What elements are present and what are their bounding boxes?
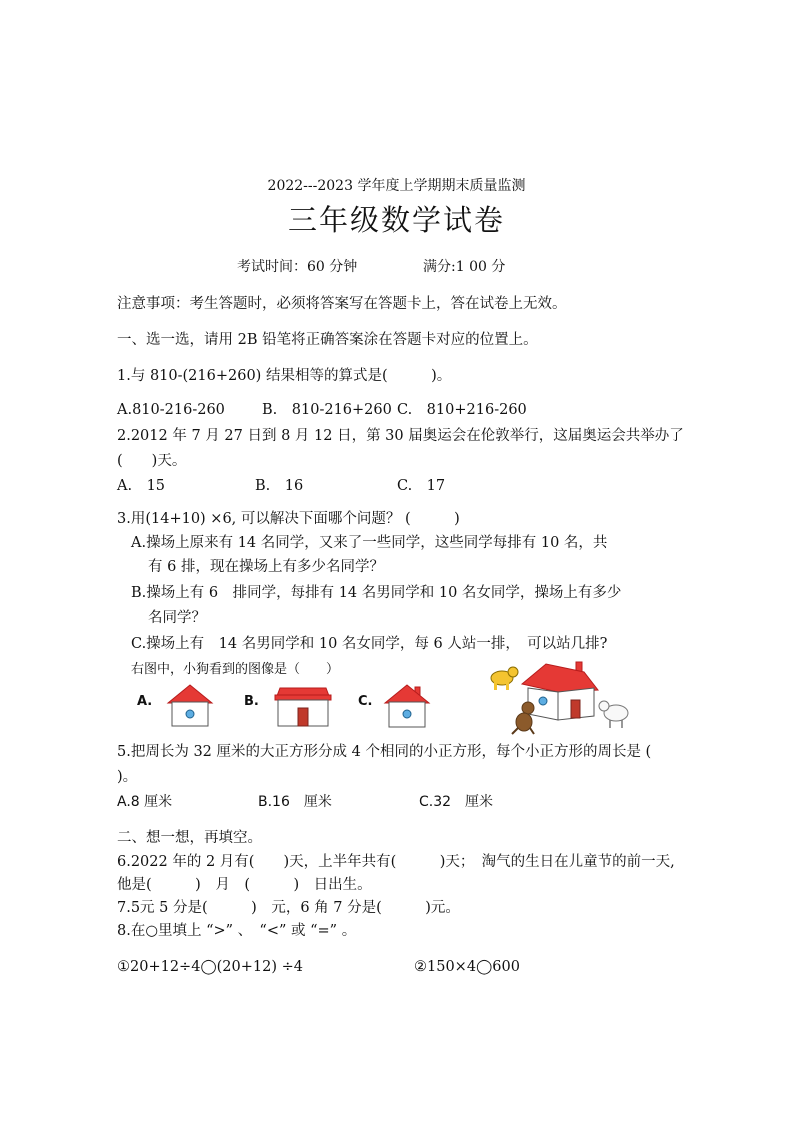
- full-score: 满分:1 00 分: [423, 259, 506, 275]
- exam-time: 考试时间：60 分钟: [237, 259, 358, 275]
- section-1-heading: 一、选一选，请用 2B 铅笔将正确答案涂在答题卡对应的位置上。: [117, 332, 538, 348]
- q4-label-c: C.: [358, 694, 373, 709]
- q8-item-2: ②150×4◯600: [414, 959, 520, 975]
- q8-item-1: ①20+12÷4◯(20+12) ÷4: [117, 959, 304, 975]
- q5-stem-line-2: )。: [117, 769, 138, 785]
- q2-option-a: A. 15: [117, 478, 166, 494]
- q5-option-a: A.8 厘米: [117, 794, 173, 810]
- q5-option-c: C.32 厘米: [419, 794, 494, 810]
- q3-stem: 3.用(14+10) ×6, 可以解决下面哪个问题？ ( ): [117, 511, 460, 527]
- q2-stem-line-1: 2.2012 年 7 月 27 日到 8 月 12 日，第 30 届奥运会在伦敦举行，这届奥运会共举办了: [117, 428, 684, 444]
- q3-option-a-line-2: 有 6 排，现在操场上有多少名同学？: [148, 559, 384, 575]
- q8-stem: 8.在○里填上 “>” 、 “<” 或 “=” 。: [117, 923, 357, 939]
- q4-label-b: B.: [244, 694, 259, 709]
- section-2-heading: 二、想一想，再填空。: [117, 830, 262, 846]
- q3-option-a-line-1: A.操场上原来有 14 名同学，又来了一些同学，这些同学每排有 10 名，共: [131, 535, 608, 551]
- q4-stem: 右图中，小狗看到的图像是（ ）: [131, 662, 340, 677]
- notice: 注意事项：考生答题时，必须将答案写在答题卡上，答在试卷上无效。: [117, 296, 567, 312]
- q2-stem-line-2: ( )天。: [117, 453, 187, 469]
- q1-stem: 1.与 810-(216+260) 结果相等的算式是( )。: [117, 368, 452, 384]
- q2-option-c: C. 17: [397, 478, 446, 494]
- q4-label-a: A.: [137, 694, 153, 709]
- q5-stem-line-1: 5.把周长为 32 厘米的大正方形分成 4 个相同的小正方形，每个小正方形的周长是 (: [117, 744, 652, 760]
- q5-option-b: B.16 厘米: [258, 794, 332, 810]
- house-gable-image-a: [165, 683, 215, 728]
- q6-line-1: 6.2022 年的 2 月有( )天，上半年共有( )天； 淘气的生日在儿童节的前一天,: [117, 854, 675, 870]
- q7: 7.5元 5 分是( ) 元，6 角 7 分是( )元。: [117, 900, 460, 916]
- q2-option-b: B. 16: [255, 478, 304, 494]
- house-and-animals-scene: [488, 658, 638, 738]
- q3-option-b-line-2: 名同学？: [148, 610, 206, 626]
- house-chimney-image-c: [381, 683, 433, 729]
- page-title: 三年级数学试卷: [287, 203, 505, 237]
- q6-line-2: 他是( ) 月 ( ) 日出生。: [117, 877, 372, 893]
- q1-option-c: C. 810+216-260: [397, 402, 527, 418]
- q3-option-b-line-1: B.操场上有 6 排同学，每排有 14 名男同学和 10 名女同学，操场上有多少: [131, 585, 622, 601]
- school-year-line: 2022---2023 学年度上学期期末质量监测: [267, 178, 526, 194]
- q3-option-c: C.操场上有 14 名男同学和 10 名女同学，每 6 人站一排， 可以站几排?: [131, 636, 608, 652]
- q1-option-a: A.810-216-260: [117, 402, 225, 418]
- q1-option-b: B. 810-216+260: [262, 402, 392, 418]
- house-front-image-b: [273, 686, 333, 728]
